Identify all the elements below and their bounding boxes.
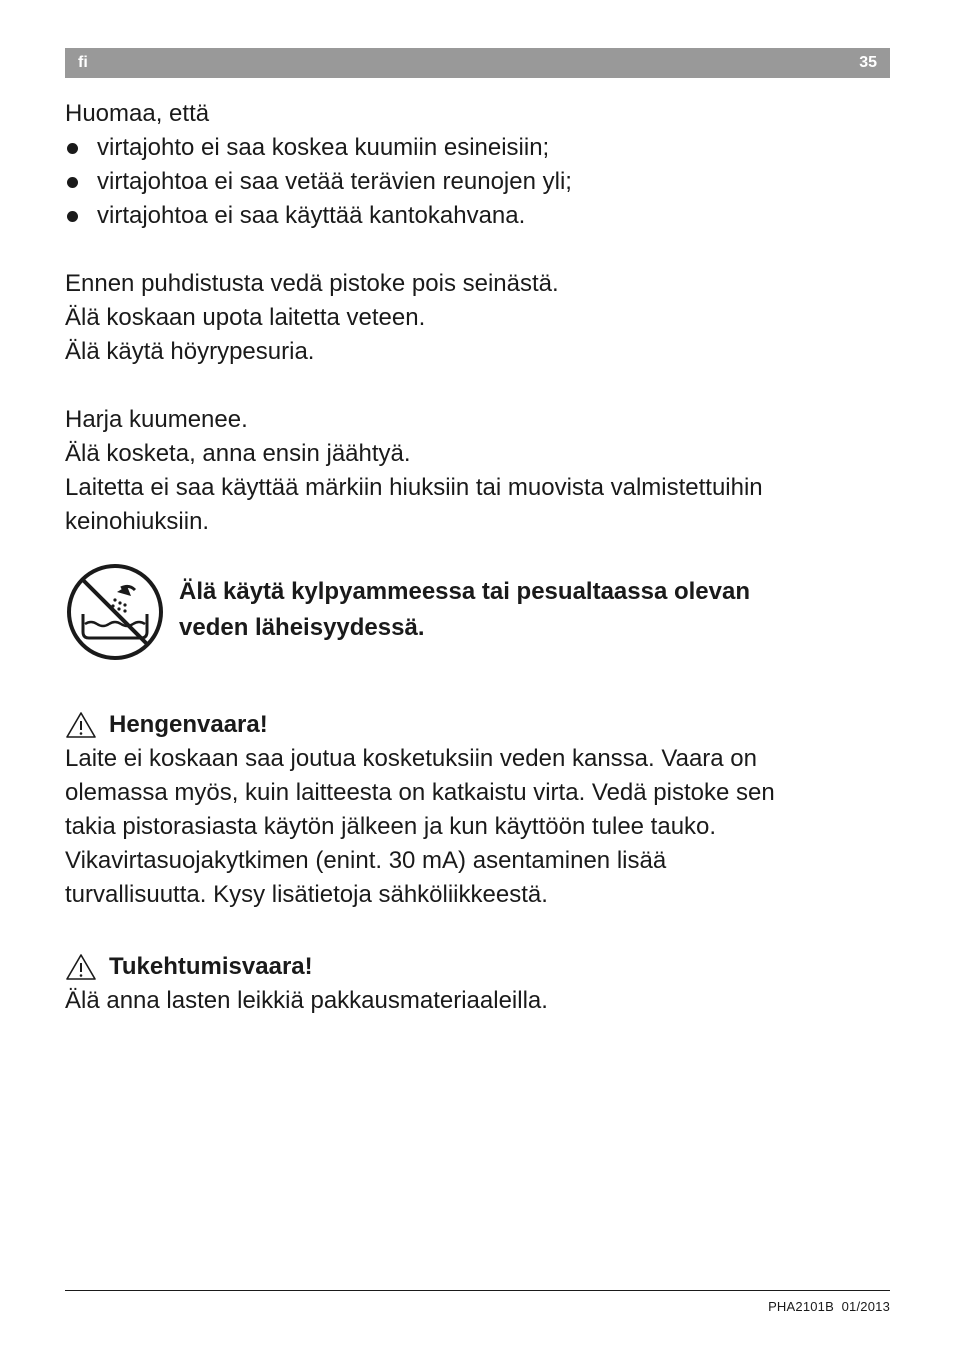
text-line: Harja kuumenee.: [65, 406, 248, 433]
main-content: [65, 97, 890, 539]
footer-model-date: PHA2101B 01/2013: [768, 1299, 890, 1314]
text-line: Älä käytä höyrypesuria.: [65, 338, 315, 365]
footer-divider: [65, 1290, 890, 1291]
text-line: Älä kosketa, anna ensin jäähtyä.: [65, 440, 411, 467]
language-code: fi: [78, 54, 88, 71]
text-line: Älä anna lasten leikkiä pakkausmateriaaleilla.: [65, 987, 548, 1014]
text-line: Laitetta ei saa käyttää märkiin hiuksiin tai muovista valmistettuihin: [65, 474, 763, 501]
page-number: 35: [859, 54, 877, 71]
list-item: [65, 199, 890, 233]
text-line: Laite ei koskaan saa joutua kosketuksiin veden kanssa. Vaara on: [65, 745, 757, 772]
bath-warning-text: [179, 574, 750, 646]
list-item: [65, 165, 890, 199]
text-line: turvallisuutta. Kysy lisätietoja sähköliikkeestä.: [65, 881, 548, 908]
danger-of-suffocation-section: [65, 950, 890, 1018]
bullet-text: virtajohtoa ei saa käyttää kantokahvana.: [97, 202, 526, 229]
list-item: [65, 131, 890, 165]
text-line: keinohiuksiin.: [65, 508, 210, 535]
section-title: [65, 708, 890, 742]
text-line: takia pistorasiasta käytön jälkeen ja kun käyttöön tulee tauko.: [65, 813, 717, 840]
bullet-icon: [67, 143, 78, 154]
no-bath-water-icon: [65, 562, 165, 662]
bullet-text: virtajohtoa ei saa vetää terävien reunojen yli;: [97, 168, 572, 195]
bath-warning: [65, 562, 890, 664]
text-line: Älä käytä kylpyammeessa tai pesualtaassa olevan: [179, 578, 751, 605]
intro-heading: Huomaa, että: [65, 100, 210, 127]
text-line: olemassa myös, kuin laitteesta on katkaistu virta. Vedä pistoke sen: [65, 779, 775, 806]
hot-surface-instructions: [65, 403, 890, 539]
warning-triangle-icon: [65, 953, 97, 981]
section-title-text: Hengenvaara!: [109, 711, 268, 738]
section-title-text: Tukehtumisvaara!: [109, 953, 313, 980]
bullet-icon: [67, 211, 78, 222]
section-title: [65, 950, 890, 984]
text-line: Vikavirtasuojakytkimen (enint. 30 mA) asentaminen lisää: [65, 847, 667, 874]
cleaning-instructions: [65, 267, 890, 369]
bullet-icon: [67, 177, 78, 188]
text-line: Älä koskaan upota laitetta veteen.: [65, 304, 426, 331]
text-line: veden läheisyydessä.: [179, 614, 425, 641]
text-line: Ennen puhdistusta vedä pistoke pois seinästä.: [65, 270, 559, 297]
page-header-bar: [65, 48, 890, 78]
danger-of-life-section: [65, 708, 890, 912]
warning-triangle-icon: [65, 711, 97, 739]
intro-bullet-list: [65, 131, 890, 233]
bullet-text: virtajohto ei saa koskea kuumiin esineisiin;: [97, 134, 550, 161]
